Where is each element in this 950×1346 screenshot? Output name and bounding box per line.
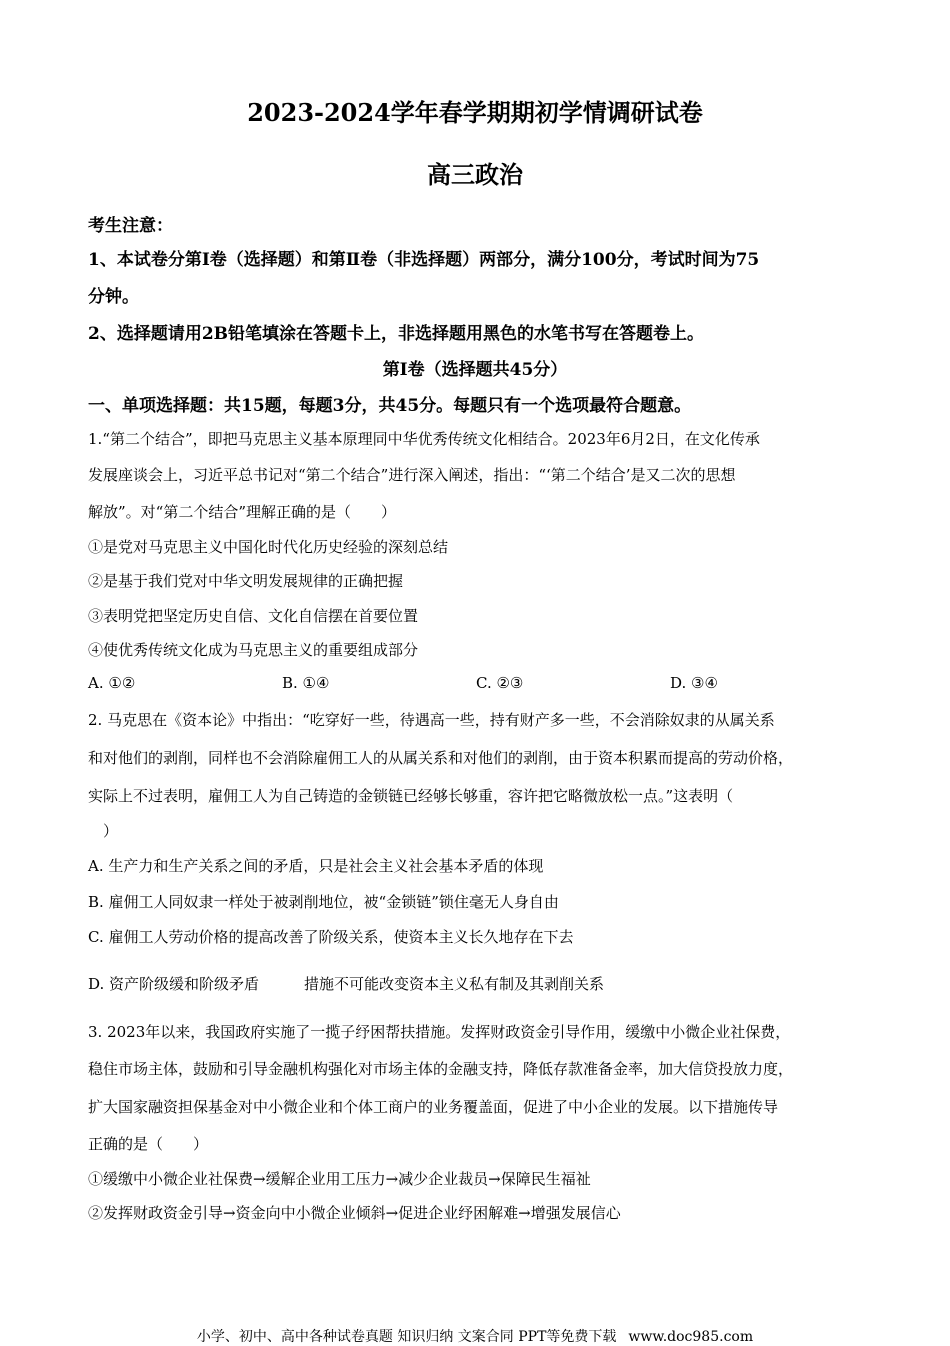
q2-stem-line: ） xyxy=(88,822,119,840)
notice-item-2: 2、选择题请用2B铅笔填涂在答题卡上，非选择题用黑色的水笔书写在答题卷上。 xyxy=(88,324,705,344)
notice-item-1-cont: 分钟。 xyxy=(88,287,139,307)
q3-item: ①缓缴中小微企业社保费→缓解企业用工压力→减少企业裁员→保障民生福祉 xyxy=(88,1170,591,1188)
q2-option-b: B. 雇佣工人同奴隶一样处于被剥削地位，被“金锁链”锁住毫无人身自由 xyxy=(88,893,559,911)
footer-text: 小学、初中、高中各种试卷真题 知识归纳 文案合同 PPT等免费下载 xyxy=(196,1329,617,1345)
exam-title: 2023-2024学年春学期期初学情调研试卷 xyxy=(247,98,703,127)
q2-stem-line: 2. 马克思在《资本论》中指出：“吃穿好一些，待遇高一些，持有财产多一些，不会消除奴隶的从属关系 xyxy=(88,711,775,729)
q1-item: ③表明党把坚定历史自信、文化自信摆在首要位置 xyxy=(88,607,419,625)
q1-item: ④使优秀传统文化成为马克思主义的重要组成部分 xyxy=(88,641,419,659)
q1-item: ②是基于我们党对中华文明发展规律的正确把握 xyxy=(88,572,404,590)
q3-item: ②发挥财政资金引导→资金向中小微企业倾斜→促进企业纾困解难→增强发展信心 xyxy=(88,1204,621,1222)
q2-option-c: C. 雇佣工人劳动价格的提高改善了阶级关系，使资本主义长久地存在下去 xyxy=(88,928,574,946)
q2-option-d: D. 资产阶级缓和阶级矛盾 措施不可能改变资本主义私有制及其剥削关系 xyxy=(88,975,605,993)
part1-title: 第Ⅰ卷（选择题共45分） xyxy=(382,360,568,380)
q3-stem-line: 正确的是（ ） xyxy=(88,1135,209,1153)
q1-option-c: C. ②③ xyxy=(476,674,524,692)
q2-option-a: A. 生产力和生产关系之间的矛盾，只是社会主义社会基本矛盾的体现 xyxy=(88,857,544,875)
q2-stem-line: 实际上不过表明，雇佣工人为自己铸造的金锁链已经够长够重，容许把它略微放松一点。”这表明（ xyxy=(88,787,734,805)
q1-stem-line: 解放”。对“第二个结合”理解正确的是（ ） xyxy=(88,503,397,521)
q1-option-a: A. ①② xyxy=(88,674,136,692)
page-footer xyxy=(0,1326,950,1346)
q1-stem-line: 发展座谈会上，习近平总书记对“第二个结合”进行深入阐述，指出：“‘第二个结合’是又二次的思想 xyxy=(88,466,736,484)
notice-item-1: 1、本试卷分第Ⅰ卷（选择题）和第Ⅱ卷（非选择题）两部分，满分100分，考试时间为75 xyxy=(88,250,760,270)
notice-heading: 考生注意： xyxy=(88,216,173,236)
q3-stem-line: 稳住市场主体，鼓励和引导金融机构强化对市场主体的金融支持，降低存款准备金率，加大信贷投放力度， xyxy=(88,1060,794,1078)
subject-title: 高三政治 xyxy=(427,160,523,189)
q1-item: ①是党对马克思主义中国化时代化历史经验的深刻总结 xyxy=(88,538,449,556)
q1-option-d: D. ③④ xyxy=(670,674,718,692)
footer-url[interactable]: www.doc985.com xyxy=(628,1329,754,1345)
q1-option-b: B. ①④ xyxy=(282,674,330,692)
q2-stem-line: 和对他们的剥削，同样也不会消除雇佣工人的从属关系和对他们的剥削，由于资本积累而提高的劳动价格， xyxy=(88,749,794,767)
q3-stem-line: 扩大国家融资担保基金对中小微企业和个体工商户的业务覆盖面，促进了中小企业的发展。以下措施传导 xyxy=(88,1098,779,1116)
q3-stem-line: 3. 2023年以来，我国政府实施了一揽子纾困帮扶措施。发挥财政资金引导作用，缓缴中小微企业社保费， xyxy=(88,1023,791,1041)
q1-stem-line: 1.“第二个结合”，即把马克思主义基本原理同中华优秀传统文化相结合。2023年6月2日，在文化传承 xyxy=(88,430,760,448)
section1-title: 一、单项选择题：共15题，每题3分，共45分。每题只有一个选项最符合题意。 xyxy=(88,396,692,416)
